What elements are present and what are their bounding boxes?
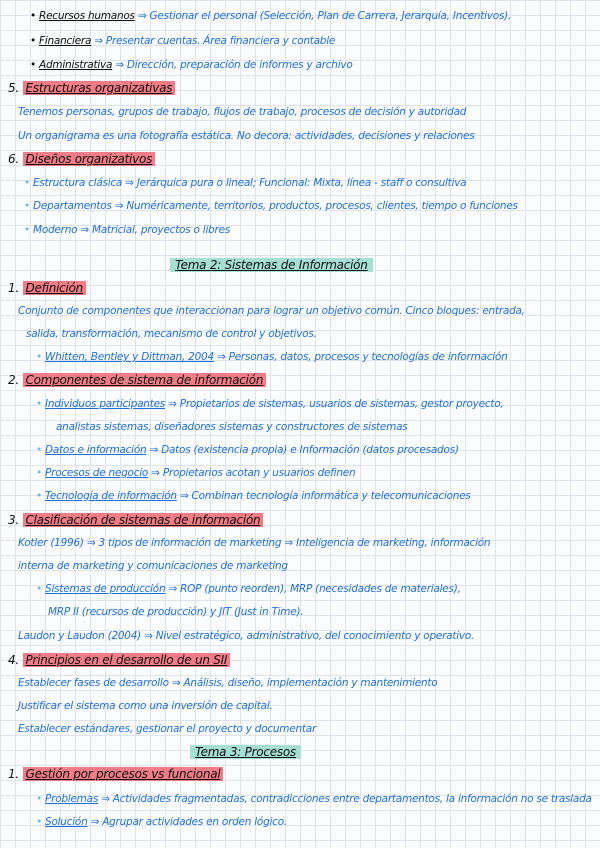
paragraph-line: Kotler (1996) ⇒ 3 tipos de información de marketing ⇒ Inteligencia de marketing, información: [18, 537, 491, 549]
section-title: Definición: [23, 281, 87, 295]
section-title: Principios en el desarrollo de un SII: [23, 653, 231, 667]
text: ⇒ Dirección, preparación de informes y archivo: [112, 59, 353, 71]
list-item-continuation: MRP II (recursos de producción) y JIT (Just in Time).: [48, 606, 304, 618]
list-item: • Procesos de negocio ⇒ Propietarios acotan y usuarios definen: [36, 467, 356, 479]
paragraph-line: salida, transformación, mecanismo de control y objetivos.: [26, 328, 317, 340]
section-heading: 6. Diseños organizativos: [8, 152, 155, 166]
list-item-continuation: analistas sistemas, diseñadores sistemas y constructores de sistemas: [56, 421, 408, 433]
list-item: • Whitten, Bentley y Dittman, 2004 ⇒ Personas, datos, procesos y tecnologías de información: [36, 351, 508, 363]
list-item: • Administrativa ⇒ Dirección, preparación de informes y archivo: [30, 59, 353, 71]
list-item: • Tecnología de información ⇒ Combinan tecnología informática y telecomunicaciones: [36, 490, 471, 502]
paragraph-line: interna de marketing y comunicaciones de marketing: [18, 560, 288, 572]
text: ⇒ Presentar cuentas. Área financiera y contable: [91, 35, 336, 47]
paragraph-line: Un organigrama es una fotografía estática. No decora: actividades, decisiones y relaciones: [18, 130, 475, 142]
chapter-title: Tema 3: Procesos: [190, 745, 301, 759]
list-item: • Solución ⇒ Agrupar actividades en orden lógico.: [36, 816, 287, 828]
list-item: • Individuos participantes ⇒ Propietarios de sistemas, usuarios de sistemas, gestor proyecto,: [36, 398, 504, 410]
paragraph-line: Tenemos personas, grupos de trabajo, flujos de trabajo, procesos de decisión y autoridad: [18, 106, 467, 118]
paragraph-line: Laudon y Laudon (2004) ⇒ Nivel estratégico, administrativo, del conocimiento y operativo.: [18, 630, 475, 642]
section-heading: 2. Componentes de sistema de información: [8, 373, 266, 387]
list-item: • Datos e información ⇒ Datos (existencia propia) e Información (datos procesados): [36, 444, 459, 456]
section-title: Gestión por procesos vs funcional: [23, 767, 224, 781]
section-heading: 5. Estructuras organizativas: [8, 81, 175, 95]
list-item: • Sistemas de producción ⇒ ROP (punto reorden), MRP (necesidades de materiales),: [36, 583, 461, 595]
term: Financiera: [39, 35, 92, 47]
section-heading: 1. Definición: [8, 281, 86, 295]
text: ⇒ Gestionar el personal (Selección, Plan de Carrera, Jerarquía, Incentivos).: [134, 10, 512, 22]
section-title: Diseños organizativos: [23, 152, 156, 166]
list-item: • Moderno ⇒ Matricial, proyectos o libres: [24, 224, 231, 236]
section-heading: 4. Principios en el desarrollo de un SII: [8, 653, 230, 667]
section-heading: 3. Clasificación de sistemas de información: [8, 513, 263, 527]
term: Recursos humanos: [39, 10, 135, 22]
paragraph-line: Establecer estándares, gestionar el proyecto y documentar: [18, 723, 317, 735]
section-title: Clasificación de sistemas de información: [23, 513, 264, 527]
paragraph-line: Conjunto de componentes que interaccionan para lograr un objetivo común. Cinco bloques: entrada,: [18, 305, 525, 317]
list-item: • Estructura clásica ⇒ Jerárquica pura o lineal; Funcional: Mixta, línea - staff o consultiva: [24, 177, 467, 189]
section-heading: 1. Gestión por procesos vs funcional: [8, 767, 223, 781]
paragraph-line: Justificar el sistema como una inversión de capital.: [18, 700, 273, 712]
list-item: • Financiera ⇒ Presentar cuentas. Área financiera y contable: [30, 35, 336, 47]
section-title: Componentes de sistema de información: [23, 373, 267, 387]
section-title: Estructuras organizativas: [23, 81, 176, 95]
list-item: • Recursos humanos ⇒ Gestionar el personal (Selección, Plan de Carrera, Jerarquía, Incentivos).: [30, 10, 512, 22]
list-item: • Problemas ⇒ Actividades fragmentadas, contradicciones entre departamentos, la información no se traslada: [36, 793, 592, 805]
list-item: • Departamentos ⇒ Numéricamente, territorios, productos, procesos, clientes, tiempo o funciones: [24, 200, 518, 212]
paragraph-line: Establecer fases de desarrollo ⇒ Análisis, diseño, implementación y mantenimiento: [18, 677, 438, 689]
chapter-title: Tema 2: Sistemas de Información: [170, 258, 373, 272]
term: Administrativa: [39, 59, 113, 71]
